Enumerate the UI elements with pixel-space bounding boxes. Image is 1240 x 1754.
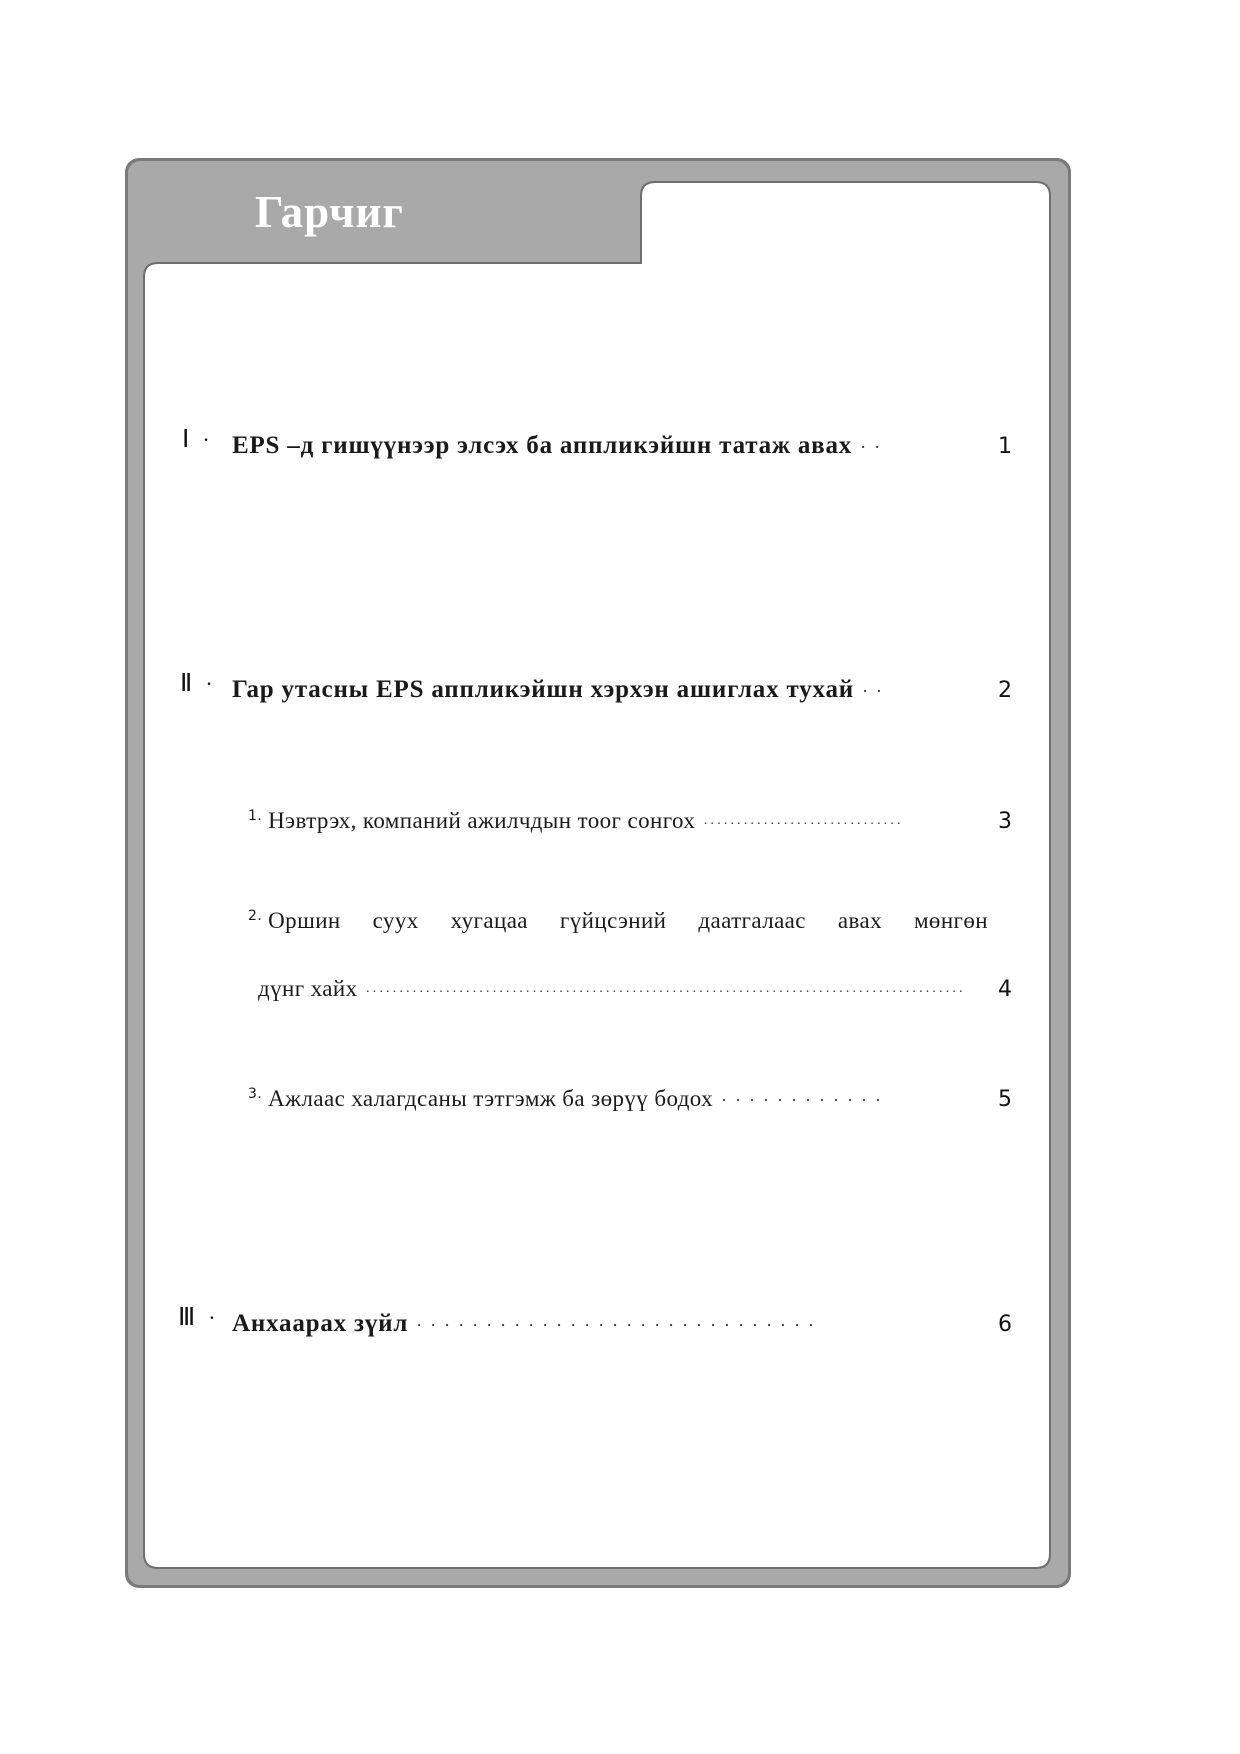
leader-dots: ··: [860, 437, 889, 457]
subsection-2-title-line2: дүнг хайх: [258, 976, 358, 1001]
toc-entry-subsection-1[interactable]: [248, 808, 1012, 834]
subsection-2-title-line1: Оршин суух хугацаа гүйцсэний даатгалаас авах мөнгөн: [268, 908, 988, 933]
subsection-2-page: 4: [998, 977, 1012, 1002]
toc-entry-section-2[interactable]: [232, 676, 1012, 704]
toc-entry-section-3[interactable]: [232, 1310, 1012, 1338]
section-3-page: 6: [998, 1312, 1012, 1337]
toc-entry-section-1[interactable]: [232, 432, 1012, 460]
subsection-1-page: 3: [998, 809, 1012, 834]
subsection-3-title: $^{3.}$ Ажлаас халагдсаны тэтгэмж ба зөрүү бодох: [248, 1086, 714, 1111]
section-2-numeral: Ⅱ ·: [180, 668, 216, 697]
subsection-3-page: 5: [998, 1087, 1012, 1112]
page-title: Гарчиг: [255, 187, 404, 237]
section-3-title: Анхаарах зүйл: [232, 1310, 409, 1337]
leader-dots: ·····························: [416, 1315, 823, 1335]
leader-dots: ··: [861, 681, 890, 701]
section-2-title: Гар утасны EPS аппликэйшн хэрхэн ашиглах тухай: [232, 676, 854, 703]
section-3-numeral: Ⅲ ·: [178, 1302, 219, 1331]
section-1-page: 1: [998, 434, 1012, 459]
subsection-3-number: 3.: [248, 1086, 263, 1102]
subsection-1-number: 1.: [248, 808, 263, 824]
section-1-numeral: Ⅰ ·: [182, 424, 213, 453]
subsection-1-title: $^{1.}$ Нэвтрэх, компаний ажилчдын тоог сонгох: [248, 808, 696, 833]
leader-dots: ······························: [703, 817, 904, 832]
toc-entry-subsection-2-line1[interactable]: [248, 908, 988, 934]
leader-dots: ··························································································: [365, 985, 966, 1000]
section-2-page: 2: [998, 678, 1012, 703]
section-1-title: EPS –д гишүүнээр элсэх ба аппликэйшн татаж авах: [232, 432, 853, 459]
toc-entry-subsection-3[interactable]: [248, 1086, 1012, 1112]
subsection-2-number: 2.: [248, 908, 263, 924]
toc-entry-subsection-2-line2[interactable]: [258, 976, 1012, 1002]
leader-dots: ············: [721, 1090, 889, 1110]
content-panel: [144, 182, 1050, 1568]
